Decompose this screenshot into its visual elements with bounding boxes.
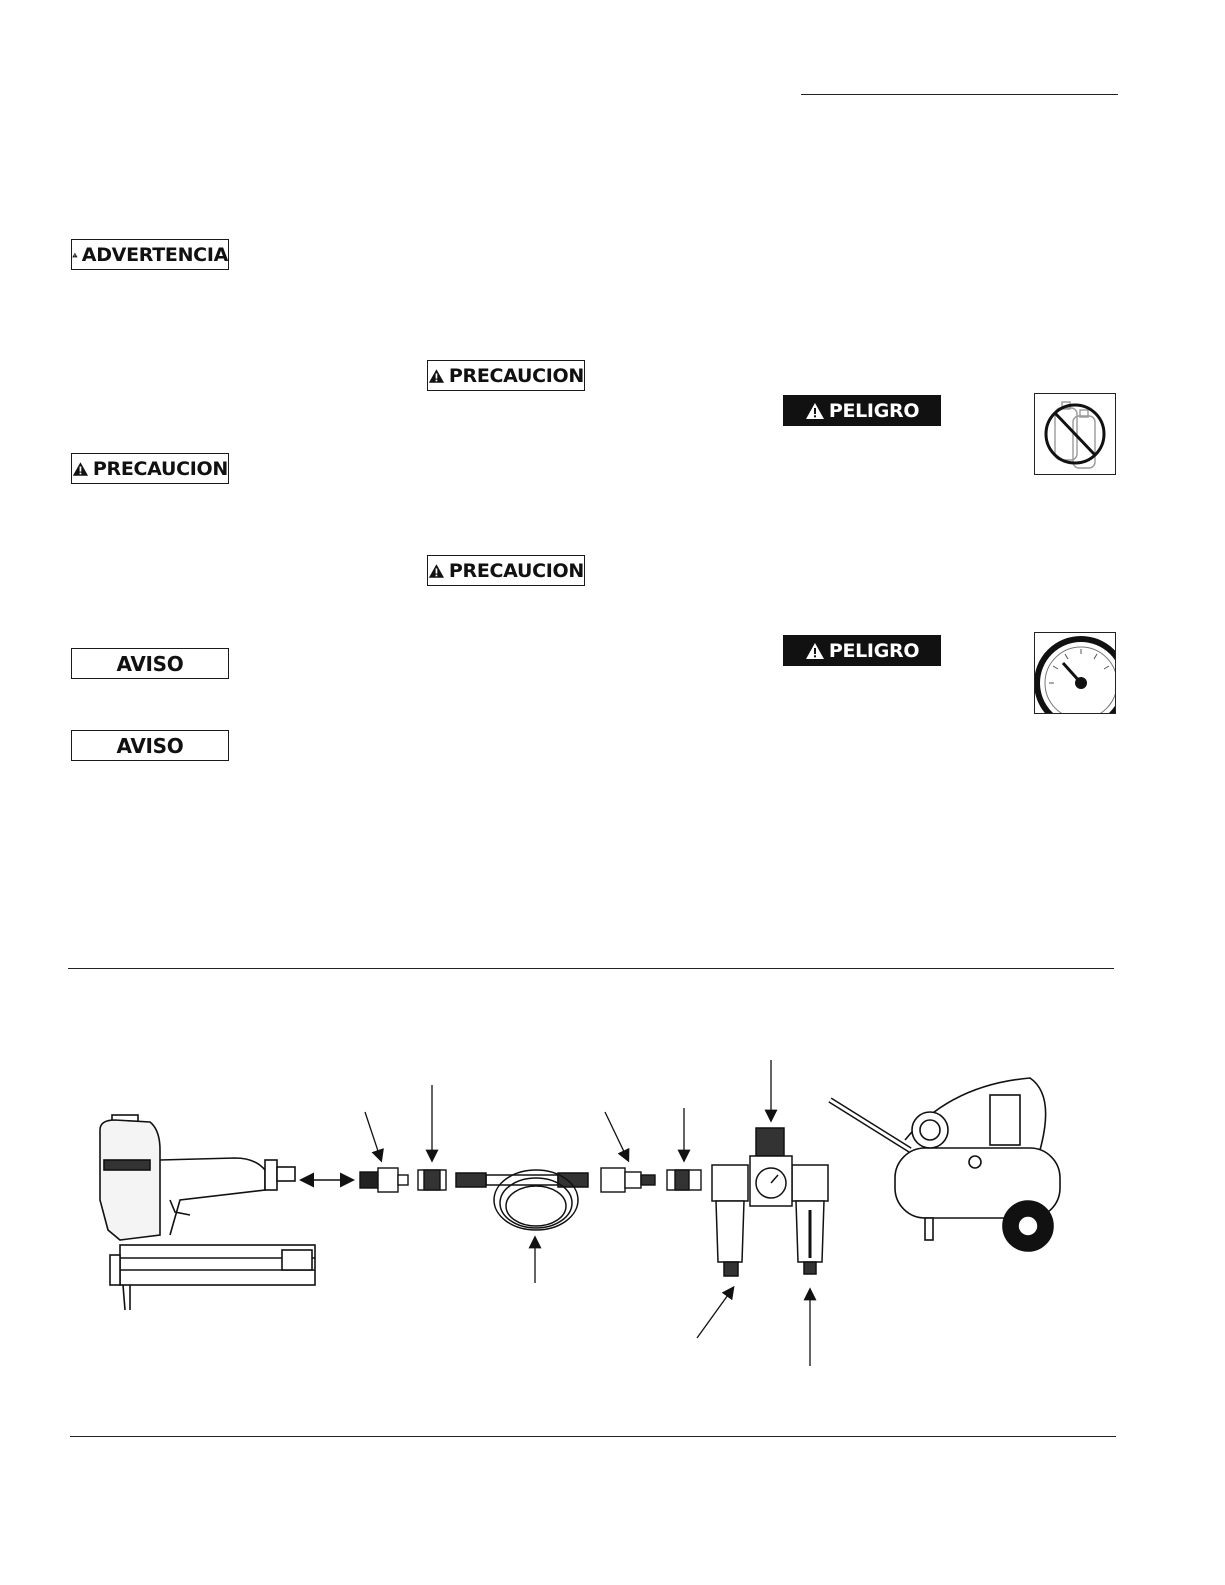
air-compressor [830, 1078, 1060, 1251]
warning-triangle-icon [72, 460, 89, 478]
warning-triangle-icon [428, 367, 445, 385]
warning-triangle-icon [428, 562, 445, 580]
advertencia-badge [71, 239, 229, 270]
precaucion-label: PRECAUCION [448, 364, 584, 387]
section-rule [68, 968, 1114, 969]
air-system-diagram [60, 1050, 1170, 1390]
male-plug [667, 1170, 701, 1190]
brad-nailer [100, 1115, 315, 1310]
pressure-gauge-icon [1035, 633, 1115, 713]
precaucion-badge [427, 555, 585, 586]
male-plug [360, 1168, 408, 1192]
precaucion-badge [427, 360, 585, 391]
advertencia-label: ADVERTENCIA [81, 243, 228, 266]
coupler [601, 1168, 655, 1192]
warning-triangle-icon [805, 642, 825, 660]
no-bottled-gas-pictogram [1034, 393, 1116, 475]
warning-triangle-icon [805, 402, 825, 420]
aviso-badge [71, 648, 229, 679]
peligro-badge [783, 635, 941, 666]
precaucion-label: PRECAUCION [92, 457, 228, 480]
aviso-label: AVISO [116, 651, 184, 676]
coupler [418, 1170, 446, 1190]
peligro-label: PELIGRO [828, 399, 920, 422]
aviso-badge [71, 730, 229, 761]
peligro-label: PELIGRO [828, 639, 920, 662]
pressure-gauge-pictogram [1034, 632, 1116, 714]
precaucion-label: PRECAUCION [448, 559, 584, 582]
aviso-label: AVISO [116, 733, 184, 758]
warning-triangle-icon [72, 246, 78, 264]
section-rule [70, 1436, 1116, 1437]
air-hose [456, 1170, 588, 1230]
filter-regulator-lubricator [712, 1128, 828, 1276]
no-bottled-gas-icon [1035, 394, 1115, 474]
header-rule [801, 94, 1118, 95]
precaucion-badge [71, 453, 229, 484]
peligro-badge [783, 395, 941, 426]
